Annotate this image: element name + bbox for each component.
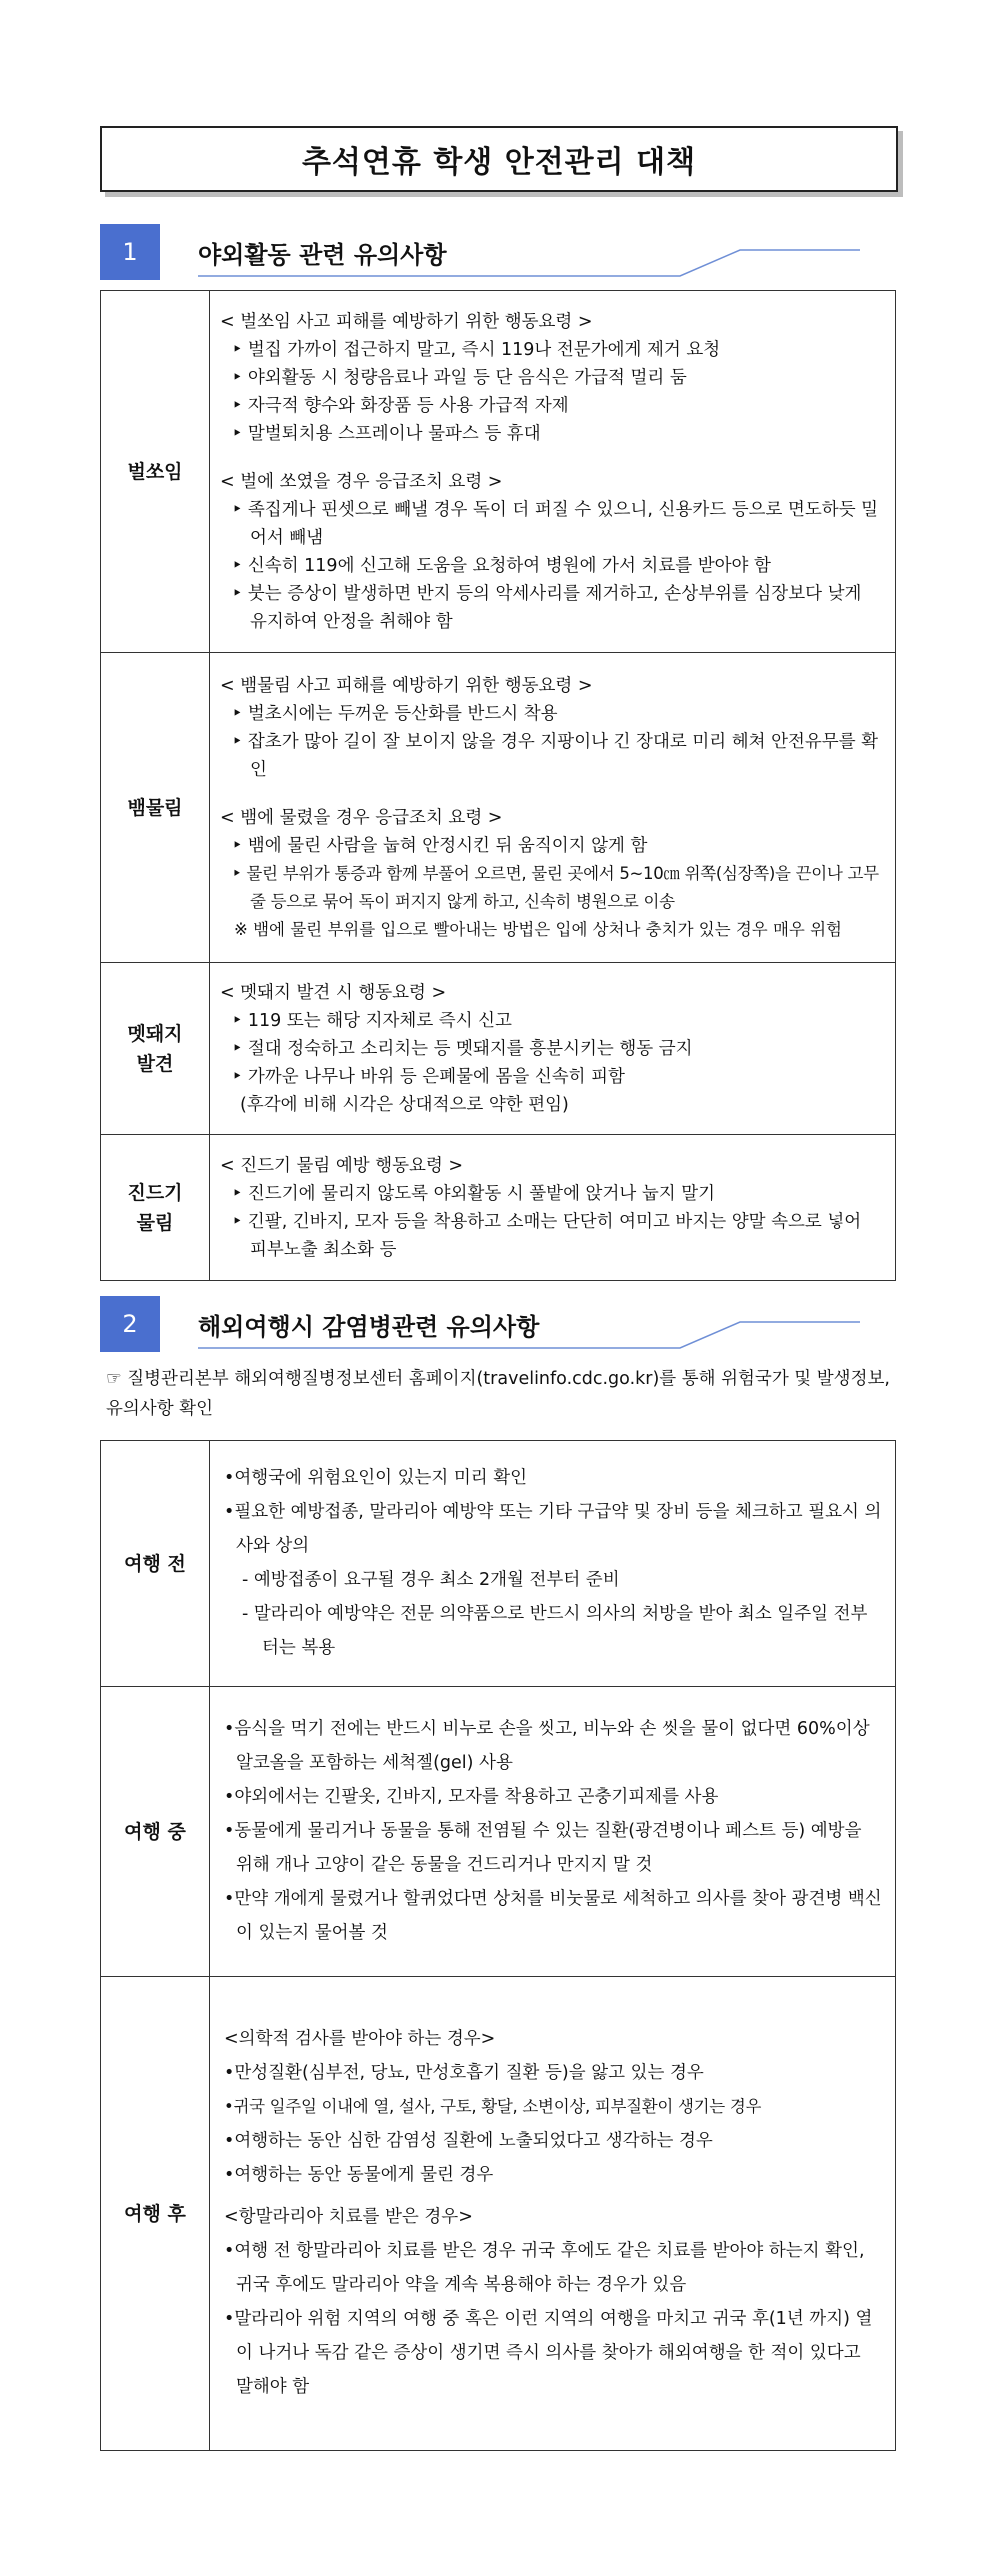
list-item: •여행국에 위험요인이 있는지 미리 확인 — [224, 1467, 528, 1488]
section-underline-decoration — [100, 1296, 900, 1352]
list-item: •동물에게 물리거나 동물을 통해 전염될 수 있는 질환(광견병이나 페스트 등) 예방을 위해 개나 고양이 같은 동물을 건드리거나 만지지 말 것 — [224, 1820, 862, 1875]
sub-heading: < 진드기 물림 예방 행동요령 > — [220, 1155, 464, 1176]
row-label: 벌쏘임 — [101, 291, 210, 653]
list-item: ‣ 벌집 가까이 접근하지 말고, 즉시 119나 전문가에게 제거 요청 — [232, 339, 721, 360]
list-item: •여행하는 동안 심한 감염성 질환에 노출되었다고 생각하는 경우 — [224, 2130, 713, 2151]
list-item: ‣ 뱀에 물린 사람을 눕혀 안정시킨 뒤 움직이지 않게 함 — [232, 835, 648, 856]
list-item: ‣ 119 또는 해당 지자체로 즉시 신고 — [232, 1010, 512, 1031]
row-content — [210, 963, 896, 1135]
list-item: ‣ 물린 부위가 통증과 함께 부풀어 오르면, 물린 곳에서 5~10㎝ 위쪽(심장쪽)을 끈이나 고무줄 등으로 묶어 독이 퍼지지 않게 하고, 신속히 병원으로 이송 — [232, 863, 879, 911]
list-item: ‣ 긴팔, 긴바지, 모자 등을 착용하고 소매는 단단히 여미고 바지는 양말 속으로 넣어 피부노출 최소화 등 — [232, 1211, 862, 1260]
table-row — [101, 963, 896, 1135]
row-label: 여행 중 — [101, 1687, 210, 1977]
list-item: ‣ 절대 정숙하고 소리치는 등 멧돼지를 흥분시키는 행동 금지 — [232, 1038, 693, 1059]
sub-heading: <항말라리아 치료를 받은 경우> — [224, 2206, 473, 2227]
travel-infection-table — [100, 1440, 896, 2451]
sub-heading: < 벌쏘임 사고 피해를 예방하기 위한 행동요령 > — [220, 311, 593, 332]
section-title: 해외여행시 감염병관련 유의사항 — [198, 1312, 540, 1341]
outdoor-safety-table — [100, 290, 896, 1281]
list-item: •귀국 일주일 이내에 열, 설사, 구토, 황달, 소변이상, 피부질환이 생기는 경우 — [224, 2096, 762, 2116]
list-item: •말라리아 위험 지역의 여행 중 혹은 이런 지역의 여행을 마치고 귀국 후(1년 까지) 열이 나거나 독감 같은 증상이 생기면 즉시 의사를 찾아가 해외여행을 한 적이 있다고 말해야 함 — [224, 2308, 873, 2397]
sub-heading: < 뱀물림 사고 피해를 예방하기 위한 행동요령 > — [220, 675, 593, 696]
table-row — [101, 291, 896, 653]
list-item: ‣ 말벌퇴치용 스프레이나 물파스 등 휴대 — [232, 423, 541, 444]
sub-heading: < 멧돼지 발견 시 행동요령 > — [220, 982, 447, 1003]
row-content — [210, 1441, 896, 1687]
section-number: 1 — [100, 224, 160, 280]
section-number: 2 — [100, 1296, 160, 1352]
list-item: ‣ 신속히 119에 신고해 도움을 요청하여 병원에 가서 치료를 받아야 함 — [232, 555, 771, 576]
section-title: 야외활동 관련 유의사항 — [198, 240, 447, 269]
table-row — [101, 1441, 896, 1687]
list-item: •여행하는 동안 동물에게 물린 경우 — [224, 2164, 494, 2185]
row-content — [210, 291, 896, 653]
list-item: - 예방접종이 요구될 경우 최소 2개월 전부터 준비 — [242, 1569, 620, 1590]
row-content — [210, 1687, 896, 1977]
row-label: 진드기 물림 — [101, 1135, 210, 1281]
list-item: •야외에서는 긴팔옷, 긴바지, 모자를 착용하고 곤충기피제를 사용 — [224, 1786, 719, 1807]
list-item: ‣ 족집게나 핀셋으로 빼낼 경우 독이 더 퍼질 수 있으니, 신용카드 등으로 면도하듯 밀어서 빼냄 — [232, 499, 879, 548]
table-row — [101, 1687, 896, 1977]
list-item: ‣ 자극적 향수와 화장품 등 사용 가급적 자제 — [232, 395, 569, 416]
table-row — [101, 1977, 896, 2451]
page-title: 추석연휴 학생 안전관리 대책 — [100, 126, 898, 192]
list-item: •만약 개에게 물렸거나 할퀴었다면 상처를 비눗물로 세척하고 의사를 찾아 광견병 백신이 있는지 물어볼 것 — [224, 1888, 882, 1943]
sub-heading: < 벌에 쏘였을 경우 응급조치 요령 > — [220, 471, 503, 492]
list-item: ‣ 진드기에 물리지 않도록 야외활동 시 풀밭에 앉거나 눕지 말기 — [232, 1183, 716, 1204]
table-row — [101, 1135, 896, 1281]
list-item: ‣ 잡초가 많아 길이 잘 보이지 않을 경우 지팡이나 긴 장대로 미리 헤쳐 안전유무를 확인 — [232, 731, 879, 780]
list-item: •만성질환(심부전, 당뇨, 만성호흡기 질환 등)을 앓고 있는 경우 — [224, 2062, 704, 2083]
row-label: 뱀물림 — [101, 653, 210, 963]
sub-heading: <의학적 검사를 받아야 하는 경우> — [224, 2028, 496, 2049]
section-2-header — [100, 1296, 900, 1352]
list-item: •음식을 먹기 전에는 반드시 비누로 손을 씻고, 비누와 손 씻을 물이 없다면 60%이상 알코올을 포함하는 세척젤(gel) 사용 — [224, 1718, 870, 1773]
list-item: ‣ 가까운 나무나 바위 등 은폐물에 몸을 신속히 피함 — [232, 1066, 625, 1087]
row-label: 멧돼지 발견 — [101, 963, 210, 1135]
sub-heading: < 뱀에 물렸을 경우 응급조치 요령 > — [220, 807, 503, 828]
table-row — [101, 653, 896, 963]
row-content — [210, 653, 896, 963]
list-item: ‣ 붓는 증상이 발생하면 반지 등의 악세사리를 제거하고, 손상부위를 심장보다 낮게 유지하여 안정을 취해야 함 — [232, 583, 862, 632]
row-label: 여행 전 — [101, 1441, 210, 1687]
list-item: •여행 전 항말라리아 치료를 받은 경우 귀국 후에도 같은 치료를 받아야 하는지 확인, 귀국 후에도 말라리아 약을 계속 복용해야 하는 경우가 있음 — [224, 2240, 865, 2295]
row-content — [210, 1977, 896, 2451]
warning-note: ※ 뱀에 물린 부위를 입으로 빨아내는 방법은 입에 상처나 충치가 있는 경우 매우 위험 — [234, 919, 842, 939]
list-item: ‣ 야외활동 시 청량음료나 과일 등 단 음식은 가급적 멀리 둠 — [232, 367, 687, 388]
row-content — [210, 1135, 896, 1281]
section-1-header — [100, 224, 900, 280]
list-note: (후각에 비해 시각은 상대적으로 약한 편임) — [240, 1094, 569, 1115]
row-label: 여행 후 — [101, 1977, 210, 2451]
section-underline-decoration — [100, 224, 900, 280]
list-item: •필요한 예방접종, 말라리아 예방약 또는 기타 구급약 및 장비 등을 체크하고 필요시 의사와 상의 — [224, 1501, 882, 1556]
list-item: ‣ 벌초시에는 두꺼운 등산화를 반드시 착용 — [232, 703, 558, 724]
list-item: - 말라리아 예방약은 전문 의약품으로 반드시 의사의 처방을 받아 최소 일주일 전부터는 복용 — [242, 1603, 868, 1658]
section-intro: ☞ 질병관리본부 해외여행질병정보센터 홈페이지(travelinfo.cdc.go.kr)를 통해 위험국가 및 발생정보, 유의사항 확인 — [106, 1369, 890, 1419]
